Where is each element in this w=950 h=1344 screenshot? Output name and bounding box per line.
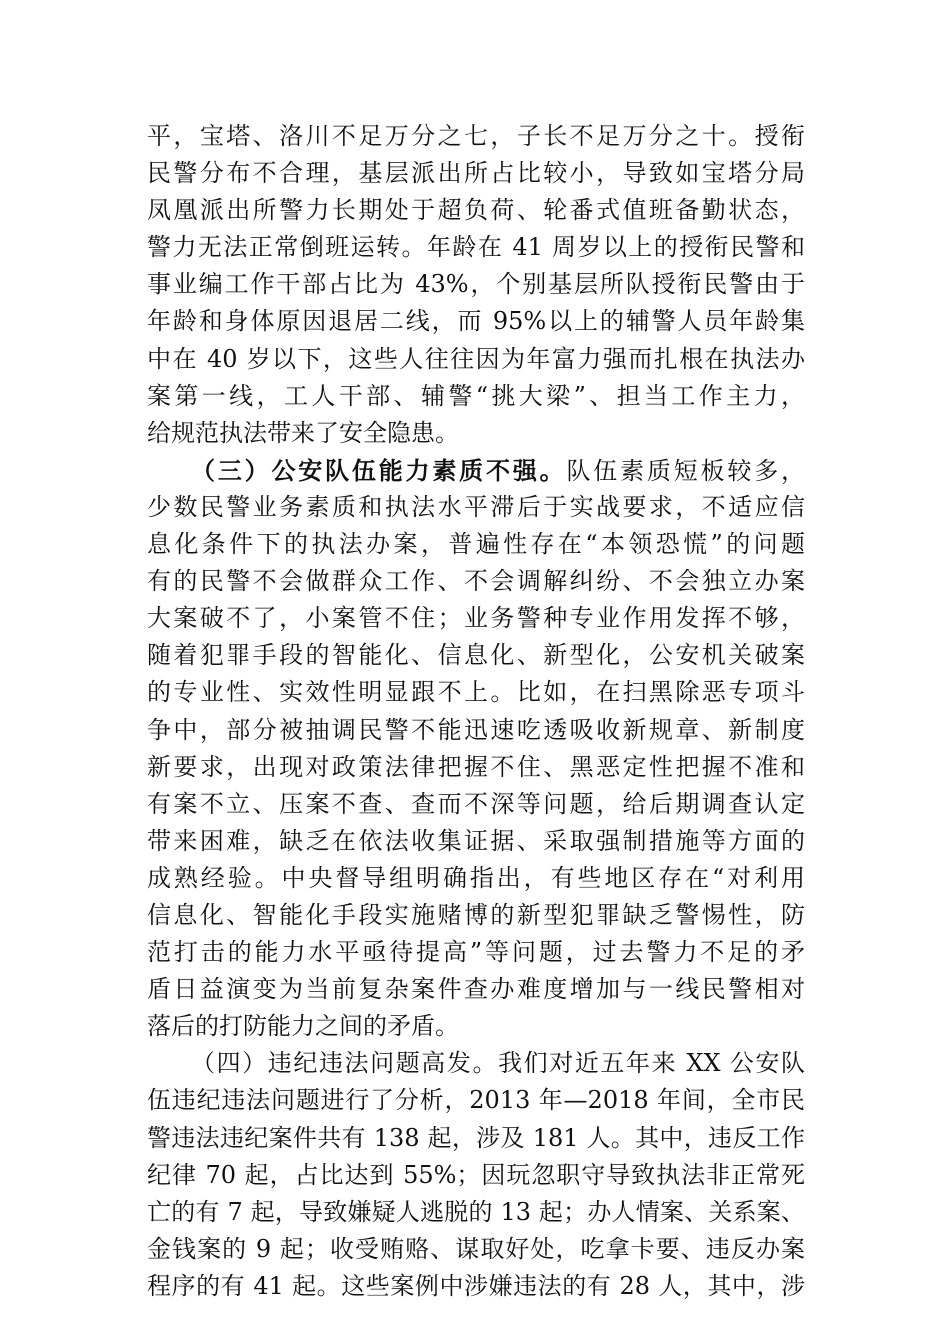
text-line <box>147 1045 805 1082</box>
text-line: 随着犯罪手段的智能化、信息化、新型化，公安机关破案 <box>147 641 805 670</box>
paragraph-staffing <box>147 118 805 452</box>
text-line: 中在 40 岁以下，这些人往往因为年富力强而扎根在执法办 <box>147 344 805 373</box>
text-line: 伍违纪违法问题进行了分析，2013 年—2018 年间，全市民 <box>147 1086 805 1115</box>
paragraph-ability <box>147 452 805 1046</box>
text-span: 队伍素质短板较多， <box>566 456 806 485</box>
text-line: 金钱案的 9 起；收受贿赂、谋取好处，吃拿卡要、违反办案 <box>147 1234 805 1263</box>
paragraph-discipline <box>147 1045 805 1305</box>
text-line: 新要求，出现对政策法律把握不住、黑恶定性把握不准和 <box>147 752 805 781</box>
text-line: 平，宝塔、洛川不足万分之七，子长不足万分之十。授衔 <box>147 122 805 150</box>
text-line: 凤凰派出所警力长期处于超负荷、轮番式值班备勤状态， <box>147 196 805 225</box>
text-line: 争中，部分被抽调民警不能迅速吃透吸收新规章、新制度 <box>147 715 805 744</box>
text-line: 警违法违纪案件共有 138 起，涉及 181 人。其中，违反工作 <box>147 1123 805 1152</box>
document-page <box>147 118 805 1305</box>
text-line: 的专业性、实效性明显跟不上。比如，在扫黑除恶专项斗 <box>147 678 805 707</box>
text-line: 盾日益演变为当前复杂案件查办难度增加与一线民警相对 <box>147 975 805 1004</box>
text-line: 大案破不了，小案管不住；业务警种专业作用发挥不够， <box>147 604 805 633</box>
section-heading: （三）公安队伍能力素质不强。 <box>191 455 567 485</box>
text-line: 有案不立、压案不查、查而不深等问题，给后期调查认定 <box>147 789 805 818</box>
text-line: 事业编工作干部占比为 43%，个别基层所队授衔民警由于 <box>147 270 805 299</box>
section-heading: （四）违纪违法问题高发。 <box>191 1049 499 1078</box>
text-line: 警力无法正常倒班运转。年龄在 41 周岁以上的授衔民警和 <box>147 233 805 262</box>
text-line: 民警分布不合理，基层派出所占比较小，导致如宝塔分局 <box>147 159 805 188</box>
text-line: 程序的有 41 起。这些案例中涉嫌违法的有 28 人，其中，涉 <box>147 1271 805 1300</box>
text-line: 成熟经验。中央督导组明确指出，有些地区存在“对利用 <box>147 863 805 892</box>
text-line: 信息化、智能化手段实施赌博的新型犯罪缺乏警惕性，防 <box>147 900 805 929</box>
text-line: 年龄和身体原因退居二线，而 95%以上的辅警人员年龄集 <box>147 307 805 336</box>
text-line: 带来困难，缺乏在依法收集证据、采取强制措施等方面的 <box>147 826 805 855</box>
text-line: 亡的有 7 起，导致嫌疑人逃脱的 13 起；办人情案、关系案、 <box>147 1197 805 1226</box>
text-line <box>147 452 805 489</box>
text-line: 给规范执法带来了安全隐患。 <box>147 418 459 447</box>
text-line: 范打击的能力水平亟待提高”等问题，过去警力不足的矛 <box>147 938 805 967</box>
text-line: 纪律 70 起，占比达到 55%；因玩忽职守导致执法非正常死 <box>147 1160 805 1189</box>
text-line: 息化条件下的执法办案，普遍性存在“本领恐慌”的问题 <box>147 530 805 559</box>
text-line: 少数民警业务素质和执法水平滞后于实战要求，不适应信 <box>147 492 805 521</box>
text-span: 我们对近五年来 XX 公安队 <box>498 1049 805 1078</box>
text-line: 案第一线，工人干部、辅警“挑大梁”、担当工作主力， <box>147 381 805 410</box>
text-line: 落后的打防能力之间的矛盾。 <box>147 1012 459 1041</box>
text-line: 有的民警不会做群众工作、不会调解纠纷、不会独立办案 <box>147 567 805 596</box>
